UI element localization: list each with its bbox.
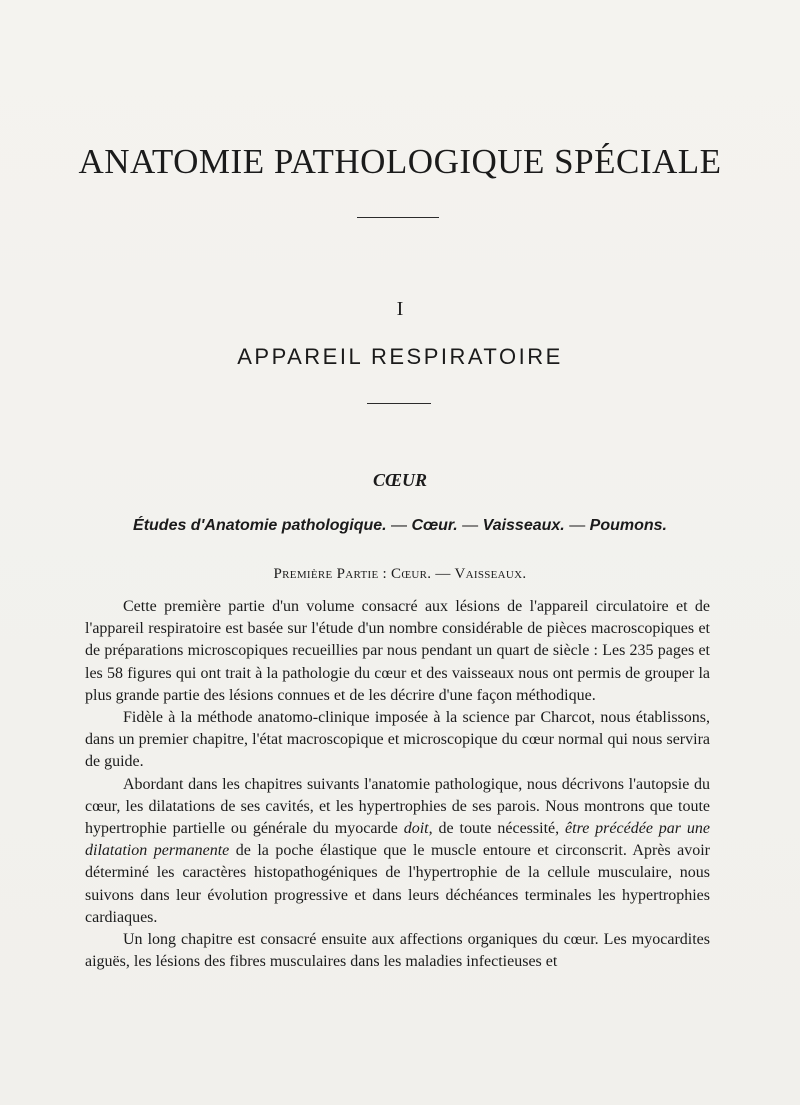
work-title-part-1: Études d'Anatomie pathologique. [133, 517, 387, 534]
work-title-part-2: Cœur. [411, 517, 458, 534]
paragraph-3 [85, 774, 710, 929]
section-heading: CŒUR [373, 470, 427, 490]
paragraph-3-text-c: de la poche élastique que le muscle entoure et circonscrit. Après avoir déterminé les caractères histopathogéniques de l'hypertrophie de la cellule musculaire, nous suivons dans leur évolution progressive et dans leurs déchéances terminales les hypertrophies cardiaques. [85, 842, 710, 926]
work-title-separator-1: — [386, 517, 412, 534]
subpart-heading: Première Partie : Cœur. — Vaisseaux. [273, 566, 527, 582]
work-title-part-3: Vaisseaux. [482, 517, 565, 534]
work-title-separator-3: — [564, 517, 590, 534]
bleed-through-text [95, 95, 715, 118]
divider-rule-bottom [367, 403, 431, 404]
work-title [0, 517, 800, 535]
paragraph-3-emphasis-2: être précédée par une dilatation permanente [85, 820, 711, 860]
divider-rule-top [357, 217, 439, 218]
work-title-separator-2: — [457, 517, 483, 534]
part-title: APPAREIL RESPIRATOIRE [237, 344, 563, 369]
paragraph-1: Cette première partie d'un volume consacré aux lésions de l'appareil circulatoire et de l'appareil respiratoire est basée sur l'étude d'un nombre considérable de pièces macroscopiques et de préparations microscopiques recueillies par nous pendant un quart de siècle : Les 235 pages et les 58 figures qui ont trait à la pathologie du cœur et des vaisseaux nous ont permis de grouper la plus grande partie des lésions connues et de les décrire d'une façon méthodique. [85, 598, 710, 704]
body-text [85, 596, 710, 973]
main-title: ANATOMIE PATHOLOGIQUE SPÉCIALE [78, 142, 722, 181]
part-numeral: I [396, 298, 404, 320]
paragraph-2: Fidèle à la méthode anatomo-clinique imposée à la science par Charcot, nous établissons, dans un premier chapitre, l'état macroscopique et microscopique du cœur normal qui nous servira de guide. [85, 709, 710, 771]
paragraph-3-text-a: Abordant dans les chapitres suivants l'anatomie pathologique, nous décrivons l'autopsie du cœur, les dilatations de ses cavités, et les hypertrophies de ses parois. Nous montrons que toute hypertrophie partielle ou générale du myocarde [85, 775, 710, 838]
work-title-part-4: Poumons. [589, 517, 667, 534]
paragraph-3-emphasis-1: doit, [403, 820, 433, 838]
paragraph-4: Un long chapitre est consacré ensuite aux affections organiques du cœur. Les myocardites aiguës, les lésions des fibres musculaires dans les maladies infectieuses et [85, 931, 710, 971]
paragraph-3-text-b: de toute nécessité, [432, 820, 566, 838]
